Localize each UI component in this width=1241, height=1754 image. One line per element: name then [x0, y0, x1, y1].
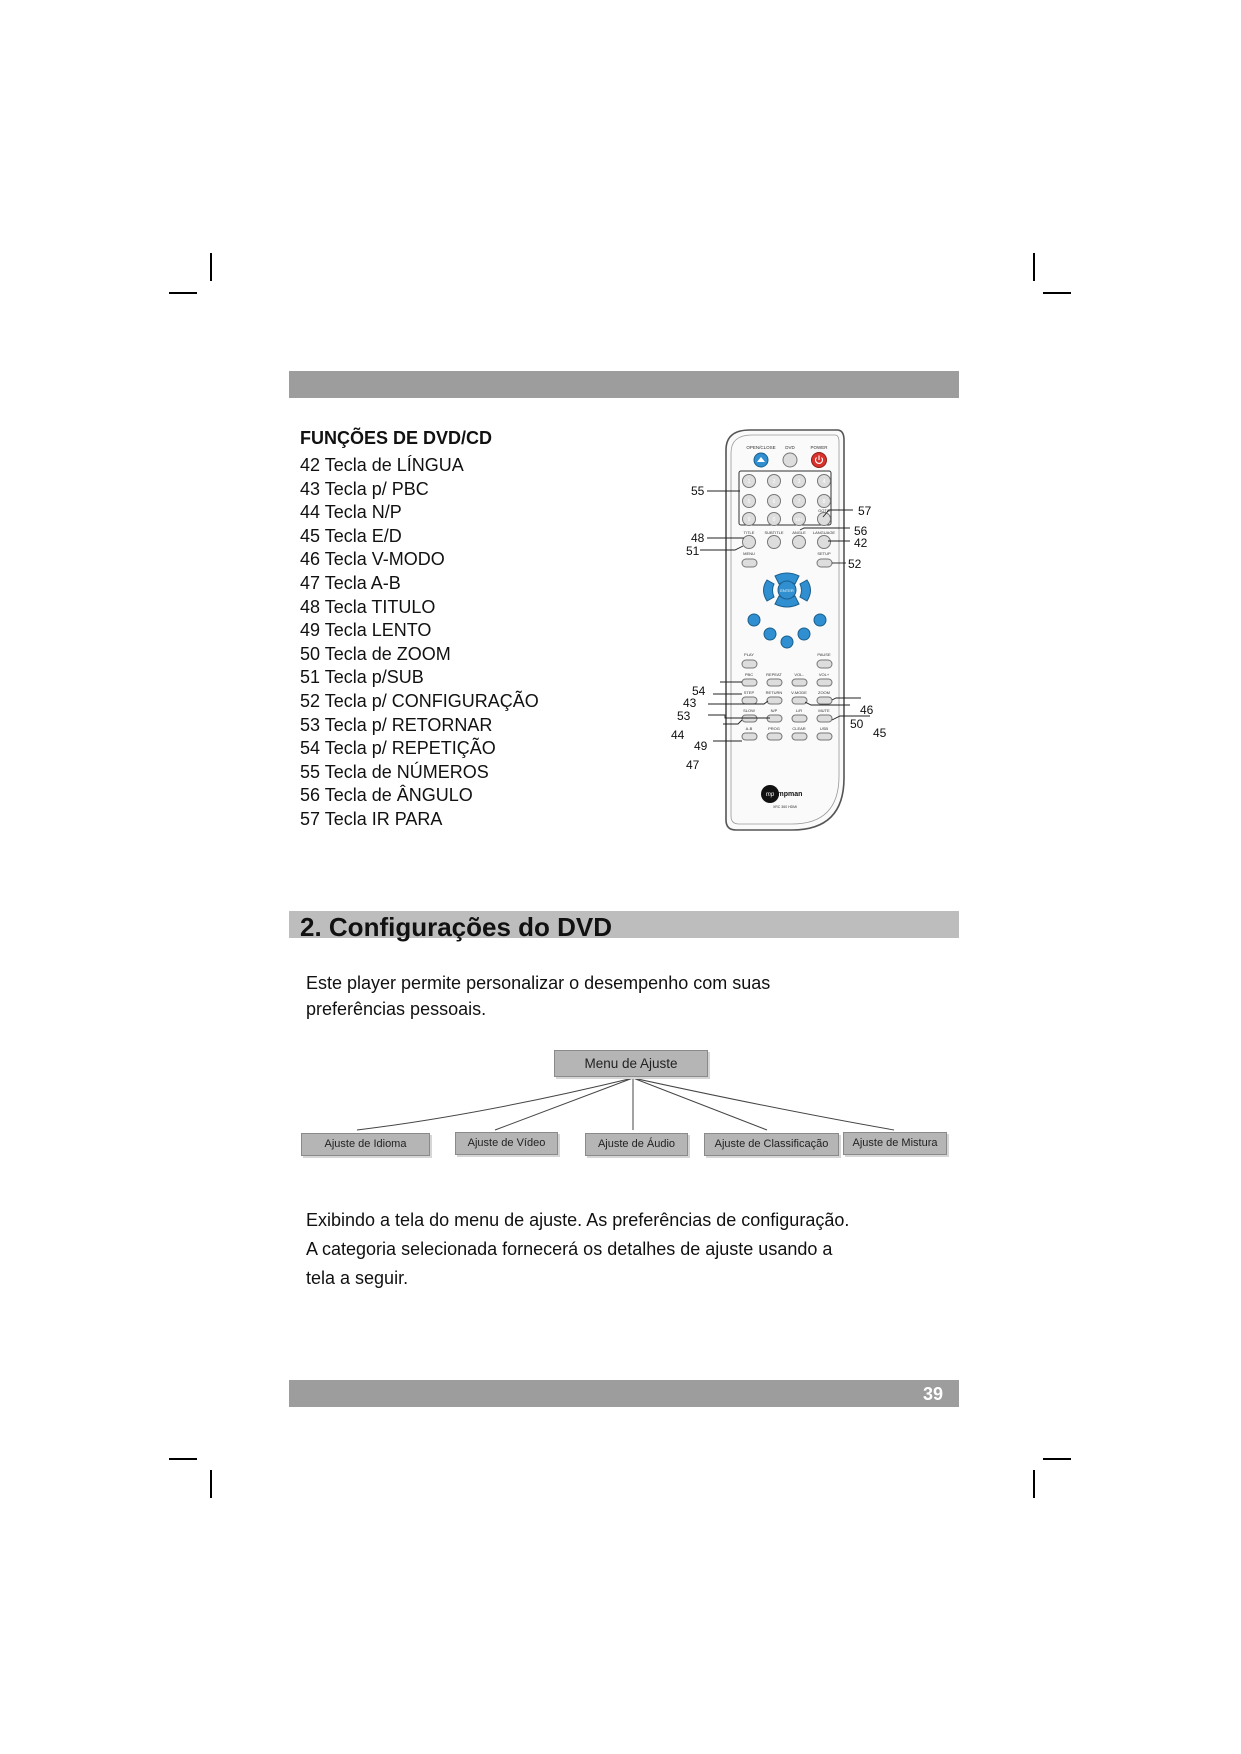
label-open-close: OPEN/CLOSE: [746, 445, 776, 450]
connector-line: [633, 1078, 767, 1130]
list-item: 48 Tecla TITULO: [300, 596, 436, 617]
list-item: 45 Tecla E/D: [300, 525, 402, 546]
brand-name: mpman: [777, 791, 803, 798]
model-name: XRC 360 HDMI: [772, 805, 798, 809]
label-dvd: DVD: [785, 445, 795, 450]
label-menu: MENU: [743, 551, 755, 556]
list-item: 55 Tecla de NÚMEROS: [300, 761, 489, 782]
list-item: 54 Tecla p/ REPETIÇÃO: [300, 738, 496, 759]
digit-label: 2: [772, 479, 776, 485]
ajuste-video-box: Ajuste de Vídeo: [455, 1132, 558, 1155]
label-l-r: L/R: [795, 708, 803, 713]
label-a-b: A-B: [745, 726, 753, 731]
list-item: 43 Tecla p/ PBC: [300, 478, 429, 499]
callout-53: 53: [677, 709, 691, 723]
digit-label: 9: [747, 517, 751, 523]
label-goto: GOTO: [818, 508, 830, 513]
ajuste-classificacao-box: Ajuste de Classificação: [704, 1133, 839, 1156]
callout-45: 45: [873, 726, 887, 740]
list-item: 47 Tecla A-B: [300, 572, 401, 593]
digit-label: 1: [747, 479, 751, 485]
label-slow: SLOW: [743, 708, 755, 713]
callout-46: 46: [860, 703, 874, 717]
ajuste-idioma-box: Ajuste de Idioma: [301, 1133, 430, 1156]
label-step: STEP: [743, 690, 755, 695]
label-setup: SETUP: [817, 551, 831, 556]
label-enter: ENTER: [780, 588, 794, 593]
connector-line: [357, 1078, 633, 1130]
digit-label: 10+: [795, 517, 803, 522]
label-v-mode: V-MODE: [791, 690, 807, 695]
digit-label: 0: [772, 517, 776, 523]
callout-51: 51: [686, 544, 700, 558]
list-item: 57 Tecla IR PARA: [300, 808, 443, 829]
label-vol-minus: VOL-: [794, 672, 804, 677]
brand-logo-mark: mp: [765, 792, 775, 798]
label-return: RETURN: [765, 690, 783, 695]
label-play: PLAY: [744, 652, 754, 657]
label-pause: PAUSE: [817, 652, 831, 657]
label-mute: MUTE: [818, 708, 830, 713]
label-n-p: N/P: [770, 708, 778, 713]
list-item: 42 Tecla de LÍNGUA: [300, 455, 464, 475]
section-title: 2. Configurações do DVD: [300, 912, 613, 942]
digit-label: 6: [772, 499, 776, 505]
callout-42: 42: [854, 536, 868, 550]
callout-57: 57: [858, 504, 872, 518]
ajuste-mistura-box: Ajuste de Mistura: [843, 1132, 947, 1155]
callout-52: 52: [848, 557, 862, 571]
callout-56: 56: [854, 524, 868, 538]
callout-49: 49: [694, 739, 708, 753]
label-angle: ANGLE: [792, 530, 806, 535]
label-title: TITLE: [743, 530, 755, 535]
list-item: 51 Tecla p/SUB: [300, 667, 424, 688]
callout-48: 48: [691, 531, 705, 545]
intro-line: preferências pessoais.: [306, 999, 487, 1019]
label-subtitle: SUBTITLE: [764, 530, 784, 535]
label-vol-plus: VOL+: [818, 672, 830, 677]
label-zoom: ZOOM: [818, 690, 830, 695]
digit-label: 4: [822, 479, 826, 485]
connector-line: [633, 1078, 894, 1130]
list-item: 50 Tecla de ZOOM: [300, 643, 451, 664]
digit-label: 3: [797, 479, 801, 485]
digit-label: 7: [797, 499, 801, 505]
closing-line: tela a seguir.: [306, 1268, 409, 1288]
label-pbc: PBC: [744, 672, 754, 677]
list-item: 46 Tecla V-MODO: [300, 549, 445, 570]
ajuste-audio-box: Ajuste de Áudio: [585, 1133, 688, 1156]
label-language: LANGUAGE: [812, 530, 836, 535]
callout-55: 55: [691, 484, 705, 498]
label-prog: PROG: [768, 726, 780, 731]
label-clear: CLEAR: [792, 726, 806, 731]
label-repeat: REPEAT: [766, 672, 782, 677]
label-usb: USB: [819, 726, 829, 731]
intro-line: Este player permite personalizar o desempenho com suas: [306, 973, 771, 993]
menu-de-ajuste-box: Menu de Ajuste: [554, 1050, 708, 1077]
list-item: 56 Tecla de ÂNGULO: [300, 785, 473, 806]
list-item: 44 Tecla N/P: [300, 502, 402, 523]
callout-54: 54: [692, 684, 706, 698]
list-item: 49 Tecla LENTO: [300, 620, 432, 641]
list-item: 53 Tecla p/ RETORNAR: [300, 714, 493, 735]
page-number: 39: [922, 1384, 943, 1404]
callout-44: 44: [671, 728, 685, 742]
closing-line: Exibindo a tela do menu de ajuste. As preferências de configuração.: [306, 1210, 850, 1230]
digit-label: 8: [822, 499, 826, 505]
closing-paragraph: [306, 1206, 849, 1293]
callout-43: 43: [683, 696, 697, 710]
callout-47: 47: [686, 758, 700, 772]
digit-label: 5: [747, 499, 751, 505]
list-item: 52 Tecla p/ CONFIGURAÇÃO: [300, 690, 539, 711]
functions-title: FUNÇÕES DE DVD/CD: [300, 428, 493, 448]
footer-bar: [289, 1380, 959, 1407]
closing-line: A categoria selecionada fornecerá os detalhes de ajuste usando a: [306, 1239, 833, 1259]
callout-50: 50: [850, 717, 864, 731]
label-power: POWER: [810, 445, 828, 450]
